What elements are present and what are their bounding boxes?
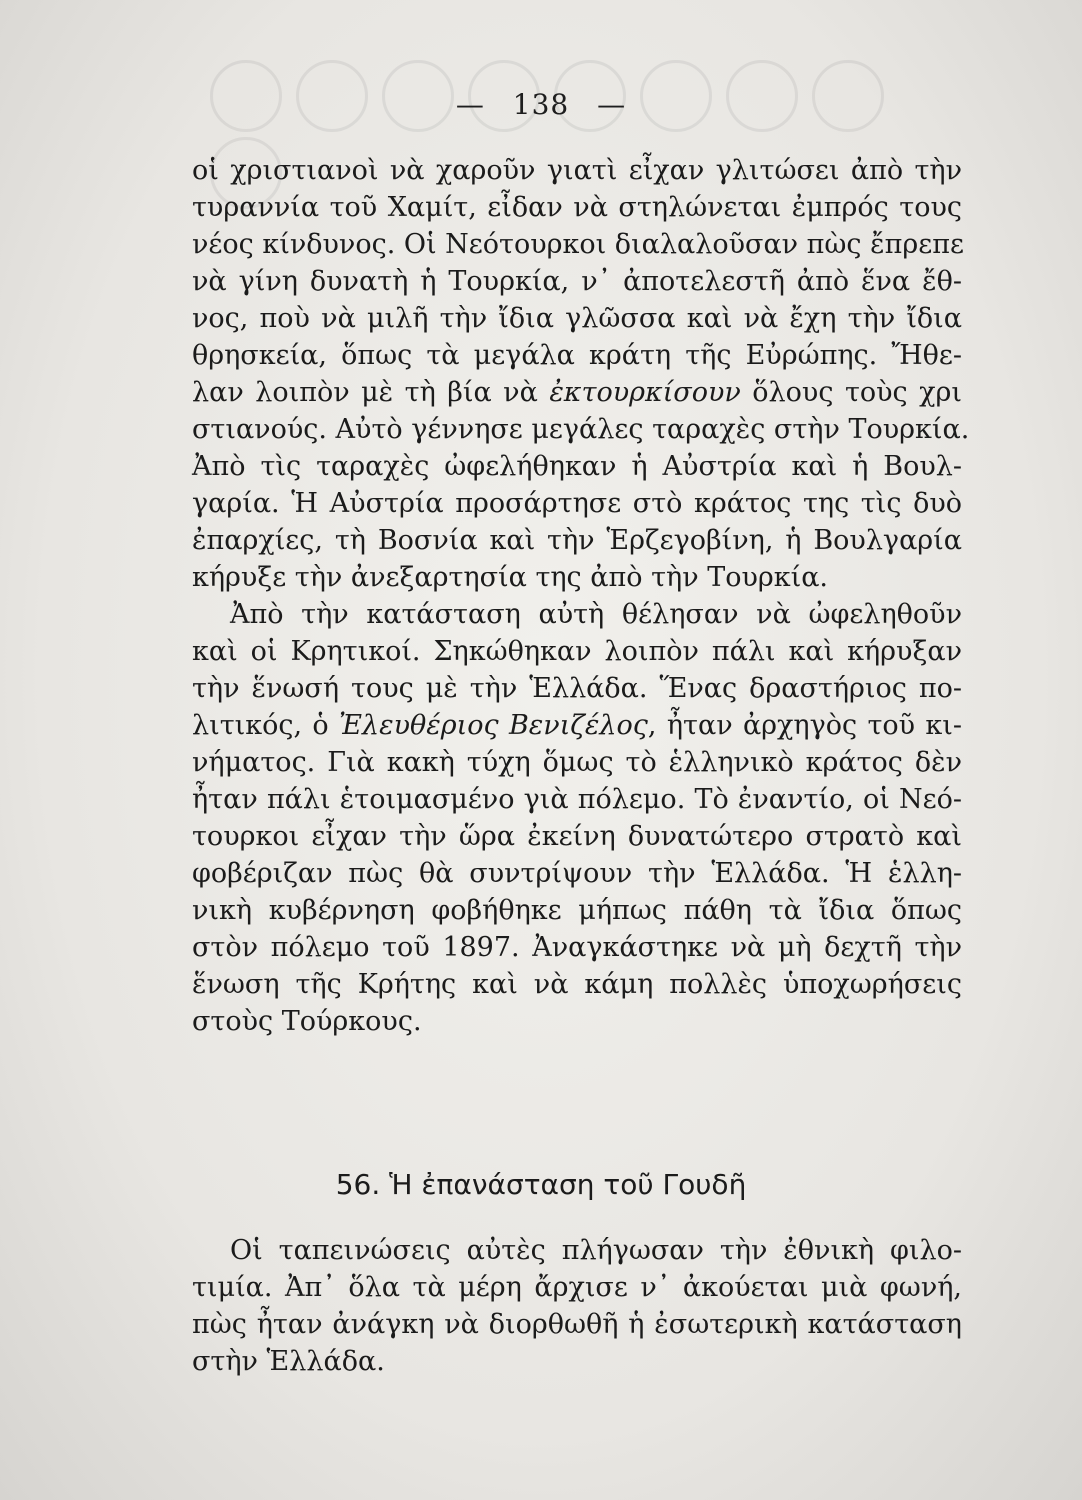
dash-right: — — [597, 88, 627, 121]
text-line: στὸν πόλεμο τοῦ 1897. Ἀναγκάστηκε νὰ μὴ δεχτῆ τὴν — [192, 932, 962, 963]
text-line: στοὺς Τούρκους. — [192, 1006, 422, 1037]
text-line: νικὴ κυβέρνηση φοβήθηκε μήπως πάθη τὰ ἴδια ὅπως — [192, 895, 962, 926]
text-line: ἕνωση τῆς Κρήτης καὶ νὰ κάμη πολλὲς ὑποχωρήσεις — [192, 969, 962, 1000]
text-line: τυραννία τοῦ Χαμίτ, εἶδαν νὰ στηλώνεται ἐμπρός τους — [192, 192, 962, 223]
text-line: οἱ χριστιανοὶ νὰ χαροῦν γιατὶ εἶχαν γλιτώσει ἀπὸ τὴν — [192, 155, 962, 186]
text-line: νος, ποὺ νὰ μιλῆ τὴν ἴδια γλῶσσα καὶ νὰ ἔχη τὴν ἴδια — [192, 303, 962, 334]
text-line: πὼς ἦταν ἀνάγκη νὰ διορθωθῆ ἡ ἐσωτερικὴ κατάσταση — [192, 1309, 962, 1340]
text-segment: λιτικός, ὁ — [192, 710, 339, 741]
text-line: στιανούς. Αὐτὸ γέννησε μεγάλες ταραχὲς στὴν Τουρκία. — [192, 414, 970, 445]
text-line: Οἱ ταπεινώσεις αὐτὲς πλήγωσαν τὴν ἐθνικὴ φιλο- — [230, 1235, 962, 1266]
text-line: θρησκεία, ὅπως τὰ μεγάλα κράτη τῆς Εὐρώπης. Ἤθε- — [192, 340, 962, 371]
text-line: νέος κίνδυνος. Οἱ Νεότουρκοι διαλαλοῦσαν πὼς ἔπρεπε — [192, 229, 964, 260]
section-title: 56. Ἡ ἐπανάσταση τοῦ Γουδῆ — [335, 1168, 747, 1201]
text-line: κήρυξε τὴν ἀνεξαρτησία της ἀπὸ τὴν Τουρκία. — [192, 562, 829, 593]
dash-left: — — [455, 88, 485, 121]
emphasized-name: Ἐλευθέριος Βενιζέλος — [339, 710, 648, 741]
text-line: τιμία. Ἀπ᾽ ὅλα τὰ μέρη ἄρχισε ν᾽ ἀκούεται μιὰ φωνή, — [192, 1272, 962, 1303]
text-segment: λαν λοιπὸν μὲ τὴ βία νὰ — [192, 377, 550, 408]
text-line: ἐπαρχίες, τὴ Βοσνία καὶ τὴν Ἑρζεγοβίνη, ἡ Βουλγαρία — [192, 525, 962, 556]
main-text — [192, 152, 970, 1040]
emphasized-term: ἐκτουρκίσουν — [549, 377, 741, 408]
page-number: 138 — [512, 88, 570, 121]
text-segment: , ἦταν ἀρχηγὸς τοῦ κι- — [647, 710, 962, 741]
text-line: φοβέριζαν πὼς θὰ συντρίψουν τὴν Ἑλλάδα. Ἡ ἑλλη- — [192, 858, 962, 889]
page-header — [0, 88, 1082, 121]
text-line: Ἀπὸ τὴν κατάσταση αὐτὴ θέλησαν νὰ ὠφεληθοῦν — [230, 599, 962, 630]
text-line: τὴν ἕνωσή τους μὲ τὴν Ἑλλάδα. Ἕνας δραστήριος πο- — [192, 673, 962, 704]
text-line: ἦταν πάλι ἑτοιμασμένο γιὰ πόλεμο. Τὸ ἐναντίο, οἱ Νεό- — [192, 784, 962, 815]
text-line — [192, 707, 962, 744]
text-line: νήματος. Γιὰ κακὴ τύχη ὅμως τὸ ἑλληνικὸ κράτος δὲν — [192, 747, 962, 778]
text-line — [192, 374, 962, 411]
text-line: στὴν Ἑλλάδα. — [192, 1346, 385, 1377]
section-text — [192, 1232, 962, 1380]
text-line: καὶ οἱ Κρητικοί. Σηκώθηκαν λοιπὸν πάλι καὶ κήρυξαν — [192, 636, 962, 667]
text-line: γαρία. Ἡ Αὐστρία προσάρτησε στὸ κράτος της τὶς δυὸ — [192, 488, 962, 519]
text-line: Ἀπὸ τὶς ταραχὲς ὠφελήθηκαν ἡ Αὐστρία καὶ ἡ Βουλ- — [192, 451, 962, 482]
text-segment: ὅλους τοὺς χρι — [740, 377, 962, 408]
text-line: νὰ γίνη δυνατὴ ἡ Τουρκία, ν᾽ ἀποτελεστῆ ἀπὸ ἕνα ἔθ- — [192, 266, 962, 297]
text-line: τουρκοι εἶχαν τὴν ὥρα ἐκείνη δυνατώτερο στρατὸ καὶ — [192, 821, 962, 852]
